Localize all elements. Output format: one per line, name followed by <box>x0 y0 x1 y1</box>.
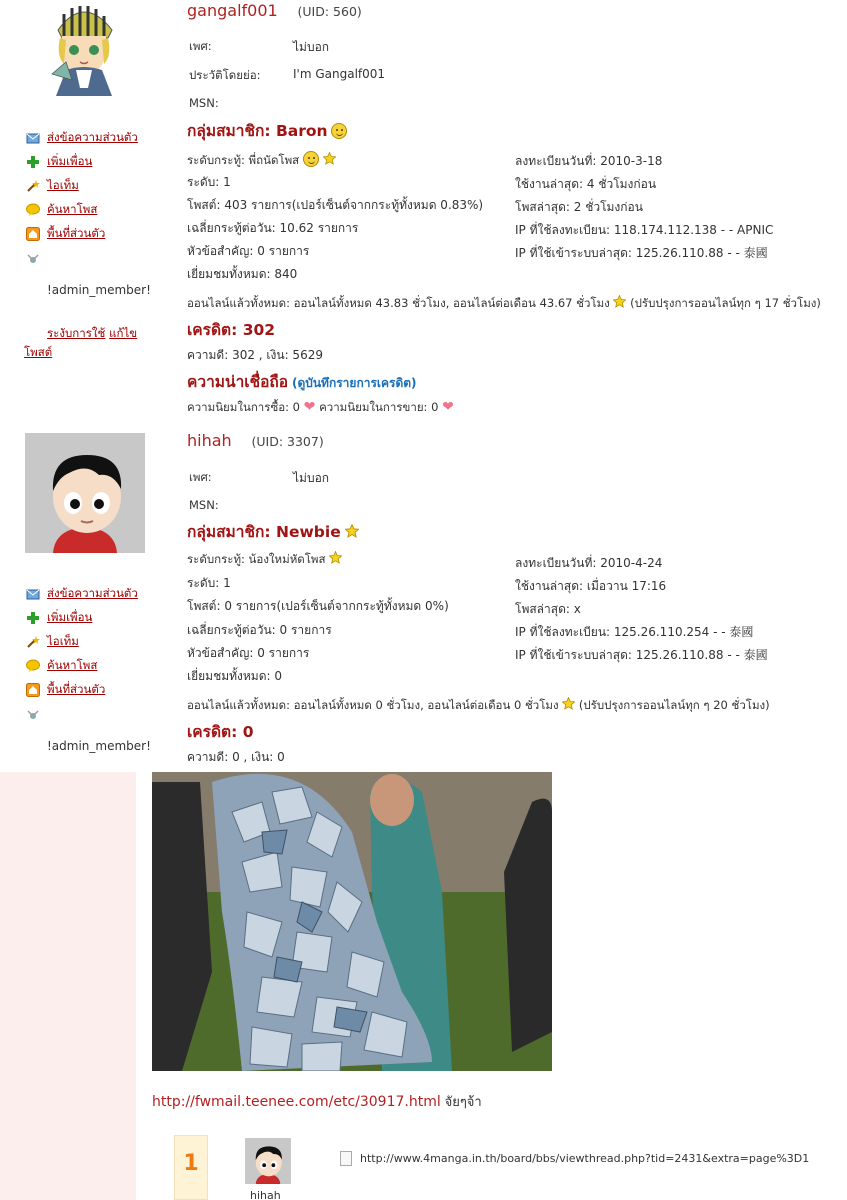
speech-bubble-icon <box>26 203 40 217</box>
posts-count: โพสต์: 0 รายการ(เปอร์เซ็นต์จากกระทู้ทั้งหมด 0%) <box>187 599 449 613</box>
send-message-link[interactable]: ส่งข้อความส่วนตัว <box>47 130 138 144</box>
suspend-link[interactable]: ระงับการใช้ <box>47 326 106 340</box>
avg-posts: เฉลี่ยกระทู้ต่อวัน: 0 รายการ <box>187 623 332 637</box>
register-ip: IP ที่ใช้ลงทะเบียน: 125.26.110.254 - - 泰國 <box>515 625 754 639</box>
thumb-username[interactable]: hihah <box>250 1189 281 1200</box>
items-item[interactable] <box>26 177 79 195</box>
broken-heart-icon: ❤ <box>442 399 454 415</box>
last-post: โพสล่าสุด: x <box>515 602 581 616</box>
rank-badge: 1 <box>174 1135 208 1200</box>
avatar[interactable] <box>36 0 132 96</box>
add-friend-item[interactable] <box>26 153 92 171</box>
magic-wand-icon <box>26 179 40 193</box>
msn-label: MSN: <box>189 96 219 110</box>
bio-value: I'm Gangalf001 <box>293 67 386 81</box>
send-message-item[interactable] <box>26 129 138 147</box>
star-icon <box>329 551 342 564</box>
envelope-icon <box>26 131 40 145</box>
credit-detail: ความดี: 302 , เงิน: 5629 <box>187 348 323 362</box>
user-header <box>187 431 324 450</box>
bio-label: ประวัติโดยย่อ: <box>189 68 261 82</box>
smiley-icon <box>331 123 347 139</box>
avatar[interactable] <box>25 433 145 553</box>
user-id: (UID: 560) <box>297 4 362 19</box>
online-time: ออนไลน์แล้วทั้งหมด: ออนไลน์ทั้งหมด 43.83 ชั่วโมง, ออนไลน์ต่อเดือน 43.67 ชั่วโมง (ปรับปรุงการออนไลน์ทุก ๆ 17 ชั่วโมง) <box>187 296 821 310</box>
plus-icon <box>26 155 40 169</box>
member-status: !admin_member! <box>47 283 151 297</box>
online-time: ออนไลน์แล้วทั้งหมด: ออนไลน์ทั้งหมด 0 ชั่วโมง, ออนไลน์ต่อเดือน 0 ชั่วโมง (ปรับปรุงการออนไลน์ทุก ๆ 20 ชั่วโมง) <box>187 698 770 712</box>
add-friend-link[interactable]: เพิ่มเพื่อน <box>47 154 93 168</box>
satellite-icon <box>27 710 39 725</box>
satellite-icon <box>27 254 39 269</box>
personal-space-link[interactable]: พื้นที่ส่วนตัว <box>47 226 106 240</box>
star-icon <box>562 697 575 710</box>
personal-space-link[interactable]: พื้นที่ส่วนตัว <box>47 682 106 696</box>
star-icon <box>323 152 336 165</box>
gender-value: ไม่บอก <box>293 471 330 485</box>
page-views: เยี่ยมชมทั้งหมด: 0 <box>187 669 283 683</box>
board-level: ระดับกระทู้: น้องใหม่หัดโพส <box>187 551 342 569</box>
member-group: กลุ่มสมาชิก: Newbie <box>187 519 359 544</box>
gender-label: เพศ: <box>189 39 212 53</box>
edit-link[interactable]: แก้ไข <box>109 326 138 340</box>
items-link[interactable]: ไอเท็ม <box>47 178 79 192</box>
send-message-item[interactable] <box>26 585 138 603</box>
credit-log-link[interactable]: (ดูบันทึกรายการเครดิต) <box>291 376 417 390</box>
member-status: !admin_member! <box>47 739 151 753</box>
search-posts-item[interactable] <box>26 201 97 219</box>
username[interactable]: hihah <box>187 431 232 450</box>
last-ip: IP ที่ใช้เข้าระบบล่าสุด: 125.26.110.88 - - 泰國 <box>515 246 768 260</box>
personal-space-item[interactable] <box>26 681 105 699</box>
member-group: กลุ่มสมาชิก: Baron <box>187 118 347 143</box>
page-views: เยี่ยมชมทั้งหมด: 840 <box>187 267 298 281</box>
post-link[interactable]: โพสต์ <box>24 345 53 359</box>
level: ระดับ: 1 <box>187 175 231 189</box>
items-item[interactable] <box>26 633 79 651</box>
envelope-icon <box>26 587 40 601</box>
digest-count: หัวข้อสำคัญ: 0 รายการ <box>187 244 310 258</box>
post-photo[interactable] <box>152 772 552 1071</box>
posts-count: โพสต์: 403 รายการ(เปอร์เซ็นต์จากกระทู้ทั้งหมด 0.83%) <box>187 198 484 212</box>
last-active: ใช้งานล่าสุด: 4 ชั่วโมงก่อน <box>515 177 657 191</box>
board-level: ระดับกระทู้: พี่ถนัดโพส <box>187 151 336 170</box>
register-date: ลงทะเบียนวันที่: 2010-3-18 <box>515 154 663 168</box>
search-posts-item[interactable] <box>26 657 97 675</box>
last-post: โพสล่าสุด: 2 ชั่วโมงก่อน <box>515 200 643 214</box>
thread-url-link[interactable]: http://www.4manga.in.th/board/bbs/viewthread.php?tid=2431&extra=page%3D1 <box>360 1152 810 1165</box>
trust-section <box>187 369 417 394</box>
user-thumbnail[interactable] <box>245 1138 291 1184</box>
personal-space-item[interactable] <box>26 225 105 243</box>
admin-links <box>24 324 146 362</box>
reputation: ความนิยมในการซื้อ: 0 ❤ ความนิยมในการขาย: 0 ❤ <box>187 399 454 415</box>
username[interactable]: gangalf001 <box>187 1 278 20</box>
speech-bubble-icon <box>26 659 40 673</box>
last-active: ใช้งานล่าสุด: เมื่อวาน 17:16 <box>515 579 667 593</box>
search-posts-link[interactable]: ค้นหาโพส <box>47 658 98 672</box>
star-icon <box>345 524 359 538</box>
post-text <box>152 1091 482 1112</box>
sidebar-background <box>0 772 136 1200</box>
gender-label: เพศ: <box>189 470 212 484</box>
gender-value: ไม่บอก <box>293 40 330 54</box>
star-icon <box>613 295 626 308</box>
home-icon <box>26 227 40 241</box>
trust-title: ความน่าเชื่อถือ <box>187 373 289 391</box>
send-message-link[interactable]: ส่งข้อความส่วนตัว <box>47 586 138 600</box>
register-ip: IP ที่ใช้ลงทะเบียน: 118.174.112.138 - - APNIC <box>515 223 774 237</box>
magic-wand-icon <box>26 635 40 649</box>
user-id: (UID: 3307) <box>251 434 324 449</box>
credit-title: เครดิต: 0 <box>187 723 254 741</box>
post-link[interactable]: http://fwmail.teenee.com/etc/30917.html <box>152 1094 441 1110</box>
post-suffix: จัยๆจ้า <box>444 1095 482 1110</box>
heart-icon: ❤ <box>303 399 316 415</box>
document-icon <box>340 1151 352 1166</box>
credit-detail: ความดี: 0 , เงิน: 0 <box>187 750 285 764</box>
credit-title: เครดิต: 302 <box>187 321 276 339</box>
smiley-icon <box>303 151 319 167</box>
avg-posts: เฉลี่ยกระทู้ต่อวัน: 10.62 รายการ <box>187 221 359 235</box>
plus-icon <box>26 611 40 625</box>
last-ip: IP ที่ใช้เข้าระบบล่าสุด: 125.26.110.88 - - 泰國 <box>515 648 768 662</box>
search-posts-link[interactable]: ค้นหาโพส <box>47 202 98 216</box>
home-icon <box>26 683 40 697</box>
add-friend-item[interactable] <box>26 609 92 627</box>
register-date: ลงทะเบียนวันที่: 2010-4-24 <box>515 556 663 570</box>
user-header <box>187 1 362 20</box>
add-friend-link[interactable]: เพิ่มเพื่อน <box>47 610 93 624</box>
digest-count: หัวข้อสำคัญ: 0 รายการ <box>187 646 310 660</box>
items-link[interactable]: ไอเท็ม <box>47 634 79 648</box>
level: ระดับ: 1 <box>187 576 231 590</box>
msn-label: MSN: <box>189 498 219 512</box>
